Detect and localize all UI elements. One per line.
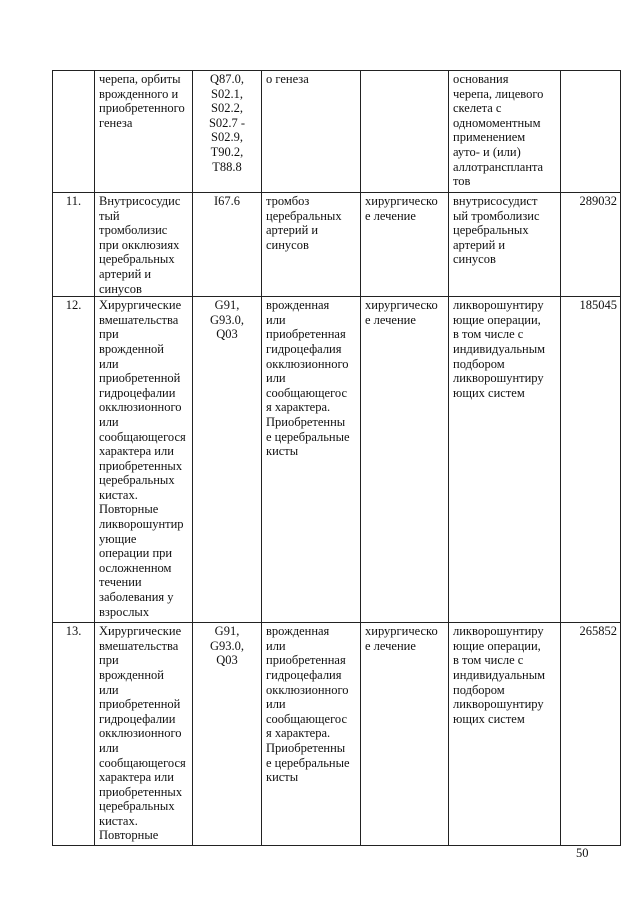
icd-codes: Q87.0, S02.1, S02.2, S02.7 - S02.9, T90.2, T88.8 <box>208 72 246 174</box>
treatment-method-cell <box>449 623 561 846</box>
icd-codes-cell <box>193 71 262 193</box>
icd-codes: G91, G93.0, Q03 <box>209 298 245 342</box>
page-number: 50 <box>576 846 589 860</box>
cost-cell <box>561 193 621 297</box>
treatment-type: хирургическо е лечение <box>365 624 438 653</box>
patient-model-cell <box>262 71 361 193</box>
table-row <box>53 297 621 623</box>
procedure-name: Внутрисосудис тый тромболизис при окклюзиях церебральных артерий и синусов <box>99 194 181 296</box>
treatment-method-cell <box>449 193 561 297</box>
patient-model-cell <box>262 193 361 297</box>
patient-model: тромбоз церебральных артерий и синусов <box>266 194 342 252</box>
treatment-method: ликворошунтиру ющие операции, в том числе с индивидуальным подбором ликворошунтиру ющих систем <box>453 624 546 726</box>
procedure-name-cell <box>95 71 193 193</box>
icd-codes-cell <box>193 623 262 846</box>
row-number: 13. <box>65 624 82 639</box>
row-number: 12. <box>65 298 82 313</box>
procedure-name-cell <box>95 297 193 623</box>
row-number-cell <box>53 71 95 193</box>
treatment-type: хирургическо е лечение <box>365 194 438 223</box>
row-number-cell <box>53 193 95 297</box>
patient-model-cell <box>262 623 361 846</box>
row-number-cell <box>53 297 95 623</box>
cost-cell <box>561 623 621 846</box>
cost-value: 185045 <box>579 298 617 313</box>
cost-value: 289032 <box>579 194 617 208</box>
cost-value: 265852 <box>579 624 617 639</box>
icd-codes-cell <box>193 297 262 623</box>
procedure-name: Хирургические вмешательства при врожденной или приобретенной гидроцефалии окклюзионного или сообщающегося характера или приобретенных церебральных кистах. Повторные ликворошунтир ующие операции при осложненном течении заболевания у взрослых <box>99 298 186 619</box>
icd-codes: I67.6 <box>213 194 241 208</box>
treatment-method: внутрисосудист ый тромболизис церебральных артерий и синусов <box>453 194 540 267</box>
patient-model-cell <box>262 297 361 623</box>
table-row <box>53 623 621 846</box>
procedure-name: черепа, орбиты врожденного и приобретенного генеза <box>99 72 185 130</box>
cost-cell <box>561 71 621 193</box>
icd-codes-cell <box>193 193 262 297</box>
treatment-method: основания черепа, лицевого скелета с одномоментным применением ауто- и (или) аллотрансплантa тов <box>453 72 544 189</box>
cost-cell <box>561 297 621 623</box>
procedure-name-cell <box>95 623 193 846</box>
treatment-type: хирургическо е лечение <box>365 298 438 327</box>
treatment-method-cell <box>449 297 561 623</box>
icd-codes: G91, G93.0, Q03 <box>209 624 245 668</box>
procedure-name-cell <box>95 193 193 297</box>
treatment-method-cell <box>449 71 561 193</box>
table-row <box>53 71 621 193</box>
row-number: 11. <box>65 194 82 208</box>
procedures-table <box>52 70 621 846</box>
patient-model: врожденная или приобретенная гидроцефалия окклюзионного или сообщающегос я характера. Приобретенны е церебральные кисты <box>266 624 350 785</box>
patient-model: врожденная или приобретенная гидроцефалия окклюзионного или сообщающегос я характера. Приобретенны е церебральные кисты <box>266 298 350 459</box>
patient-model: о генеза <box>266 72 309 86</box>
treatment-type-cell <box>361 193 449 297</box>
treatment-method: ликворошунтиру ющие операции, в том числе с индивидуальным подбором ликворошунтиру ющих систем <box>453 298 546 400</box>
row-number-cell <box>53 623 95 846</box>
table-row <box>53 193 621 297</box>
treatment-type-cell <box>361 623 449 846</box>
treatment-type-cell <box>361 71 449 193</box>
procedure-name: Хирургические вмешательства при врожденной или приобретенной гидроцефалии окклюзионного или сообщающегося характера или приобретенных церебральных кистах. Повторные <box>99 624 186 843</box>
treatment-type-cell <box>361 297 449 623</box>
